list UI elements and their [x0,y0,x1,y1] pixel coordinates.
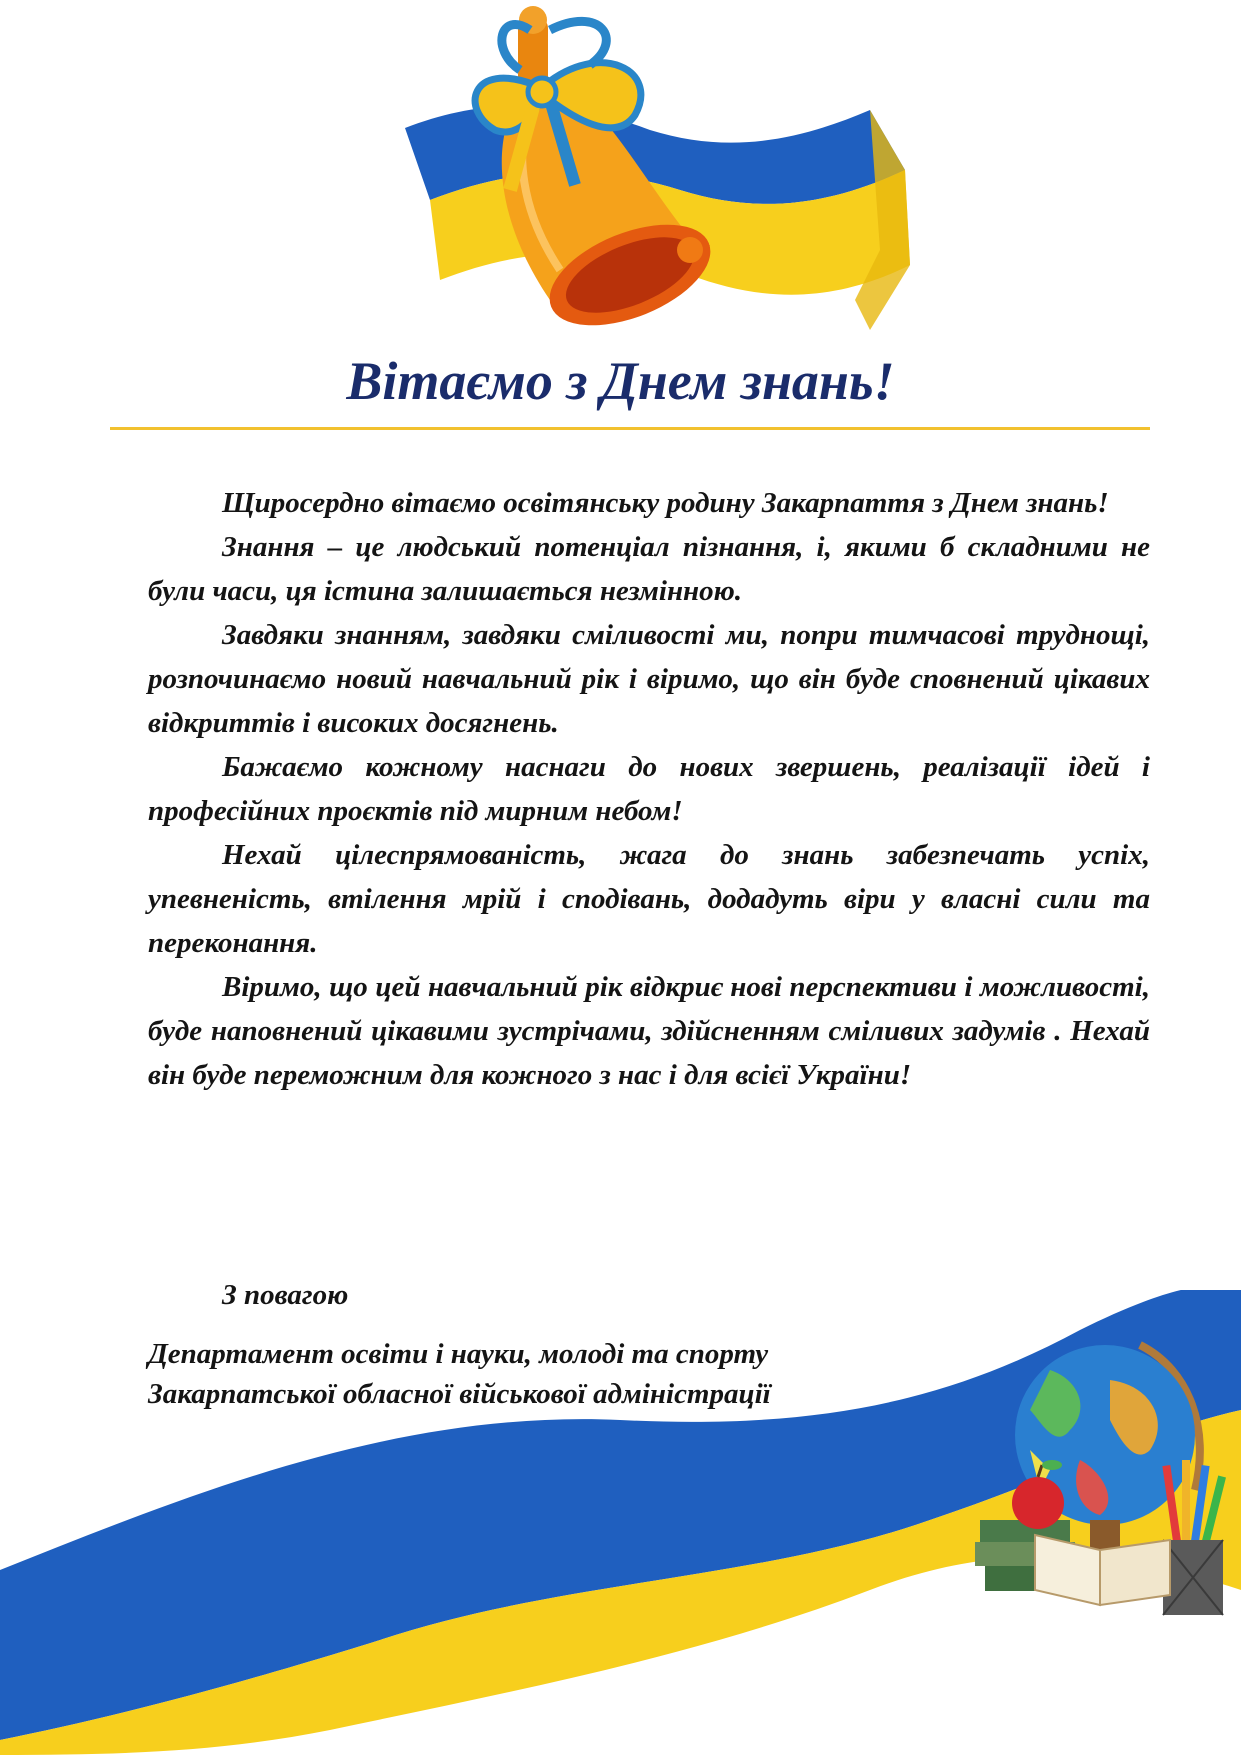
letter-body [148,481,1150,1097]
letter-paragraph: Бажаємо кожному наснаги до нових звершень, реалізації ідей і професійних проєктів під мирним небом! [148,751,1150,827]
sender-line: Закарпатської обласної військової адміністрації [148,1378,771,1410]
books-icon [975,1520,1170,1605]
letter-paragraph: Знання – це людський потенціал пізнання, і, якими б складними не були часи, ця істина залишається незмінною. [148,531,1150,607]
letter-paragraph: Завдяки знанням, завдяки сміливості ми, попри тимчасові труднощі, розпочинаємо новий навчальний рік і віримо, що він буде сповнений цікавих відкриттів і високих досягнень. [148,619,1150,739]
page-title: Вітаємо з Днем знань! [346,351,895,411]
letter-paragraph: Нехай цілеспрямованість, жага до знань забезпечать успіх, упевненість, втілення мрій і сподівань, додадуть віри у власні сили та переконання. [148,839,1150,959]
letter-paragraph: Віримо, що цей навчальний рік відкриє нові перспективи і можливості, буде наповнений цікавими зустрічами, здійсненням сміливих задумів . Нехай він буде переможним для кожного з нас і для всієї України! [148,971,1150,1091]
closing-regards: З повагою [222,1279,349,1311]
sender-block [148,1334,908,1414]
school-supplies-illustration [970,1340,1235,1620]
title-divider [110,427,1150,430]
bell-flag-illustration [400,0,920,345]
sender-line: Департамент освіти і науки, молоді та спорту [148,1338,769,1370]
letter-paragraph: Щиросердно вітаємо освітянську родину Закарпаття з Днем знань! [222,487,1109,519]
